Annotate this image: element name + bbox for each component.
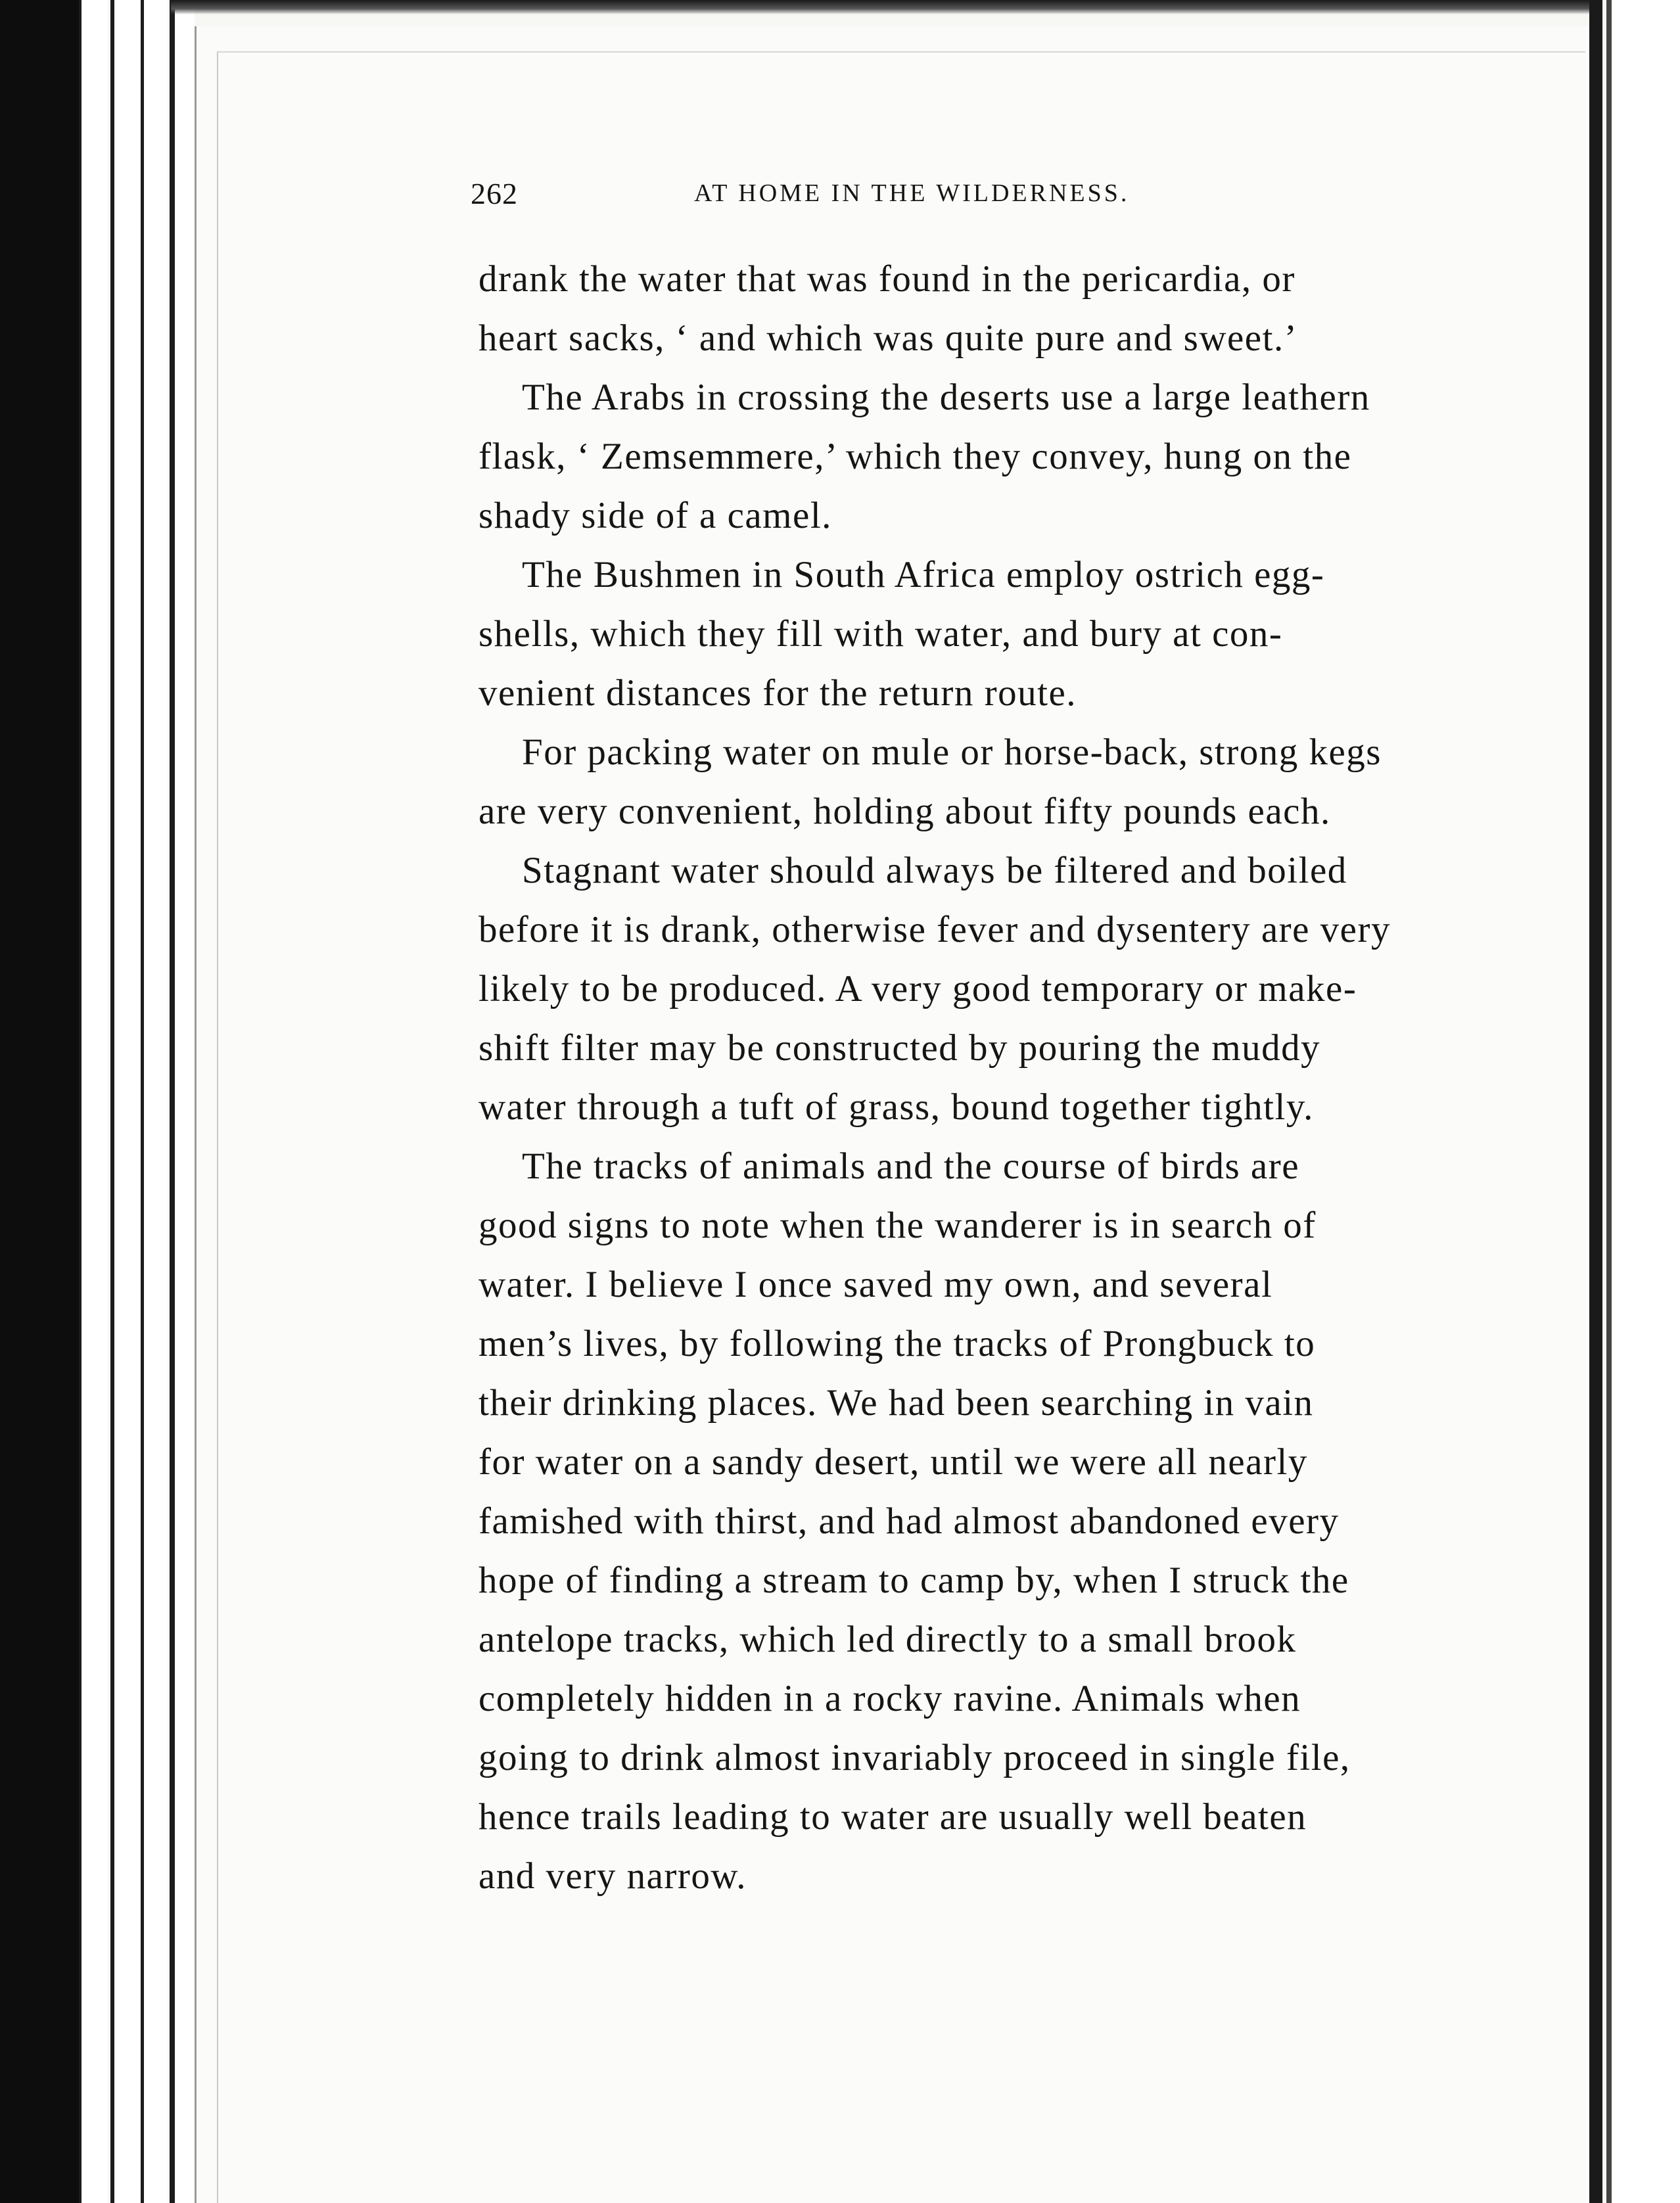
text-line: Stagnant water should always be filtered and boiled xyxy=(522,850,1347,891)
body-text xyxy=(478,250,1517,1906)
text-line: famished with thirst, and had almost abandoned every xyxy=(478,1500,1340,1542)
page-edge xyxy=(110,0,141,2203)
page-number: 262 xyxy=(471,177,518,210)
book-gutter-shadow xyxy=(1606,0,1612,2203)
text-line: venient distances for the return route. xyxy=(478,672,1077,714)
page-edge xyxy=(170,0,195,2203)
text-line: The tracks of animals and the course of birds are xyxy=(522,1146,1299,1187)
text-line: likely to be produced. A very good temporary or make- xyxy=(478,968,1357,1009)
page-edge xyxy=(141,0,168,2203)
text-line: going to drink almost invariably proceed in single file, xyxy=(478,1737,1351,1778)
text-line: water through a tuft of grass, bound together tightly. xyxy=(478,1086,1314,1128)
text-line: their drinking places. We had been searching in vain xyxy=(478,1382,1314,1424)
text-line: men’s lives, by following the tracks of Prongbuck to xyxy=(478,1323,1316,1364)
facing-page-margin xyxy=(1612,0,1680,2203)
text-line: For packing water on mule or horse-back, strong kegs xyxy=(522,731,1382,773)
text-line: for water on a sandy desert, until we were all nearly xyxy=(478,1441,1308,1483)
text-line: hope of finding a stream to camp by, when I struck the xyxy=(478,1560,1349,1601)
text-line: The Bushmen in South Africa employ ostrich egg- xyxy=(522,554,1325,595)
text-line: hence trails leading to water are usually well beaten xyxy=(478,1796,1307,1838)
scanner-border xyxy=(0,0,79,2203)
text-line: before it is drank, otherwise fever and dysentery are very xyxy=(478,909,1391,950)
top-border xyxy=(171,0,1591,14)
text-line: shells, which they fill with water, and bury at con- xyxy=(478,613,1283,655)
text-line: flask, ‘ Zemsemmere,’ which they convey, hung on the xyxy=(478,436,1352,477)
running-title: AT HOME IN THE WILDERNESS. xyxy=(694,179,1130,207)
text-line: are very convenient, holding about fifty pounds each. xyxy=(478,791,1331,832)
book-gutter xyxy=(1589,0,1602,2203)
text-line: shift filter may be constructed by pouring the muddy xyxy=(478,1027,1321,1069)
text-line: The Arabs in crossing the deserts use a large leathern xyxy=(522,377,1370,418)
text-line: good signs to note when the wanderer is in search of xyxy=(478,1205,1317,1246)
text-line: water. I believe I once saved my own, and several xyxy=(478,1264,1273,1305)
running-header xyxy=(471,176,1266,222)
text-line: and very narrow. xyxy=(478,1855,747,1897)
text-line: shady side of a camel. xyxy=(478,495,832,536)
text-line: antelope tracks, which led directly to a small brook xyxy=(478,1619,1297,1660)
text-line: completely hidden in a rocky ravine. Animals when xyxy=(478,1678,1301,1719)
text-line: heart sacks, ‘ and which was quite pure and sweet.’ xyxy=(478,317,1298,359)
page-edge xyxy=(79,0,108,2203)
text-line: drank the water that was found in the pericardia, or xyxy=(478,258,1295,300)
